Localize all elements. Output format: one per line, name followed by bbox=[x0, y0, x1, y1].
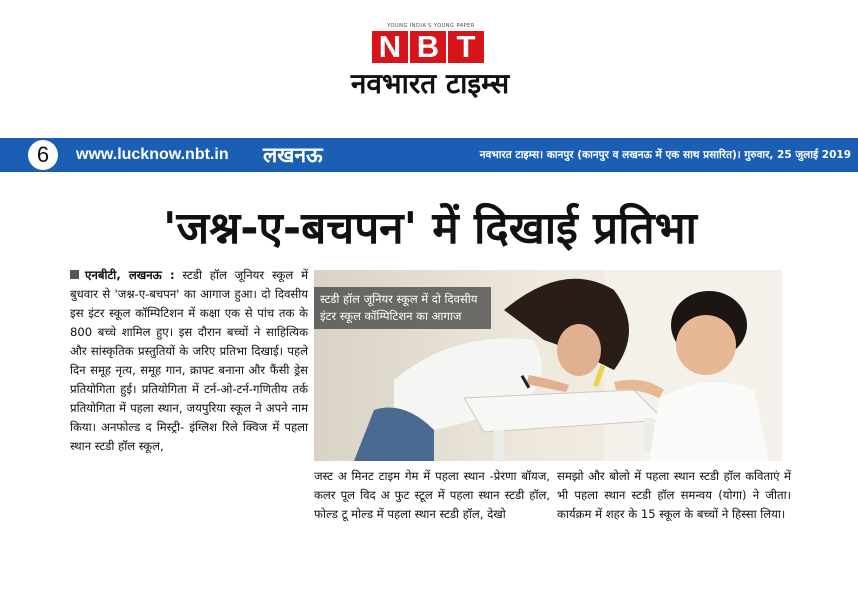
article-column-2: जस्ट अ मिनट टाइम गेम में पहला स्थान -प्रेरणा बॉयज, कलर पूल विद अ फुट स्टूल में पहला स्थान स्टडी हॉल, फोल्ड टू मोल्ड में पहला स्थान स्टडी हॉल, देखो bbox=[314, 469, 550, 521]
article-headline: 'जश्न-ए-बचपन' में दिखाई प्रतिभा bbox=[163, 203, 697, 254]
article-column-3: समझो और बोलो में पहला स्थान स्टडी हॉल कविताएं में भी पहला स्थान स्टडी हॉल समन्वय (योगा) ने जीता। कार्यक्रम में शहर के 15 स्कूल के बच्चों ने हिस्सा लिया। bbox=[557, 469, 791, 521]
article-column-1 bbox=[70, 266, 308, 456]
logo-letter-t: T bbox=[448, 31, 484, 63]
page-number-badge: 6 bbox=[28, 140, 58, 170]
article-dateline: एनबीटी, लखनऊ : bbox=[85, 268, 175, 282]
photo-caption: स्टडी हॉल जूनियर स्कूल में दो दिवसीय इंटर स्कूल कॉम्पिटिशन का आगाज bbox=[314, 287, 491, 329]
masthead bbox=[0, 0, 858, 110]
paper-name: नवभारत टाइम्स bbox=[350, 67, 510, 100]
nbt-logo bbox=[372, 31, 484, 63]
logo-letter-b: B bbox=[410, 31, 446, 63]
edition-info: नवभारत टाइम्स। कानपुर (कानपुर व लखनऊ में एक साथ प्रसारित)। गुरुवार, 25 जुलाई 2019 bbox=[479, 149, 851, 161]
logo-letter-n: N bbox=[372, 31, 408, 63]
article-col1-text: स्टडी हॉल जूनियर स्कूल में बुधवार से 'जश्न-ए-बचपन' का आगाज हुआ। दो दिवसीय इस इंटर स्कूल कॉम्पिटिशन में कक्षा एक से पांच तक के 800 बच्चे शामिल हुए। इस दौरान बच्चों ने साहित्यिक और सांस्कृतिक प्रस्तुतियों के जरिए प्रतिभा दिखाई। पहले दिन समूह नृत्य, समूह गान, क्राफ्ट बनाना और फैंसी ड्रेस प्रतियोगिता हुई। प्रतियोगिता में टर्न-ओ-टर्न-गणितीय तर्क प्रतियोगिता में पहला स्थान, जयपुरिया स्कूल ने अपने नाम किया। अनफोल्ड द मिस्ट्री- इंग्लिश रिले क्विज में पहला स्थान स्टडी हॉल स्कूल, bbox=[70, 268, 309, 453]
website-link[interactable]: www.lucknow.nbt.in bbox=[76, 146, 229, 163]
masthead-tagline: YOUNG INDIA'S YOUNG PAPER bbox=[387, 23, 475, 29]
city-label: लखनऊ bbox=[263, 143, 323, 167]
square-bullet-icon bbox=[70, 270, 79, 279]
